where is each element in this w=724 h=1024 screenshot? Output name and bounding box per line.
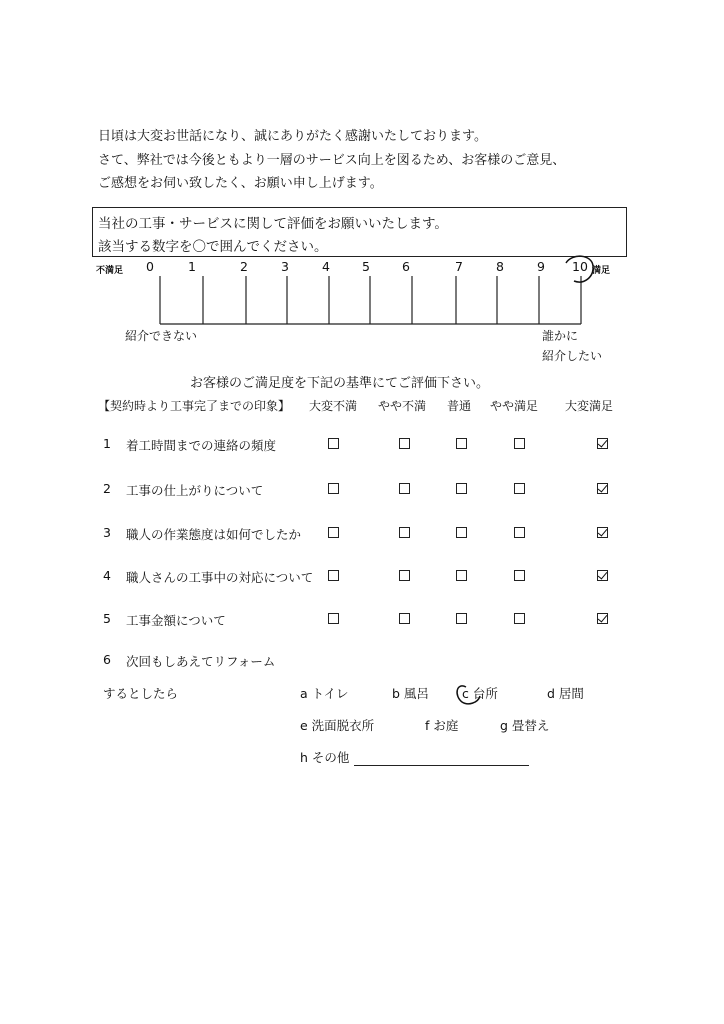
intro-line-1: 日頃は大変お世話になり、誠にありがたく感謝いたしております。 — [98, 129, 487, 144]
scale-number-7[interactable]: 7 — [455, 259, 463, 274]
q4-checkbox-very-satisfied[interactable] — [597, 570, 608, 581]
remodel-option-other[interactable]: h その他 — [300, 750, 350, 765]
question-number-1: 1 — [103, 436, 111, 451]
selection-circle-10 — [566, 256, 593, 282]
rating-instruction-line-2: 該当する数字を〇で囲んでください。 — [98, 239, 328, 255]
remodel-option-bath[interactable]: b 風呂 — [392, 686, 429, 701]
q2-checkbox-somewhat-dissatisfied[interactable] — [399, 483, 410, 494]
column-somewhat-satisfied: やや満足 — [489, 399, 539, 413]
remodel-title: 次回もしあえてリフォーム — [126, 654, 276, 669]
q5-checkbox-somewhat-satisfied[interactable] — [514, 613, 525, 624]
remodel-option-toilet[interactable]: a トイレ — [300, 686, 349, 701]
q5-checkbox-somewhat-dissatisfied[interactable] — [399, 613, 410, 624]
q4-checkbox-neutral[interactable] — [456, 570, 467, 581]
q3-checkbox-somewhat-dissatisfied[interactable] — [399, 527, 410, 538]
q3-checkbox-somewhat-satisfied[interactable] — [514, 527, 525, 538]
q3-checkbox-neutral[interactable] — [456, 527, 467, 538]
scale-left-end-label: 不満足 — [96, 266, 124, 276]
scale-number-3[interactable]: 3 — [281, 259, 289, 274]
scale-right-end-label: 満足 — [592, 266, 611, 276]
scale-left-caption: 紹介できない — [125, 329, 198, 343]
question-text-2: 工事の仕上がりについて — [126, 483, 264, 498]
q1-checkbox-very-dissatisfied[interactable] — [328, 438, 339, 449]
q4-checkbox-somewhat-satisfied[interactable] — [514, 570, 525, 581]
q2-checkbox-neutral[interactable] — [456, 483, 467, 494]
q2-checkbox-very-satisfied[interactable] — [597, 483, 608, 494]
scale-number-10[interactable]: 10 — [572, 259, 588, 274]
question-text-3: 職人の作業態度は如何でしたか — [126, 527, 302, 542]
q5-checkbox-neutral[interactable] — [456, 613, 467, 624]
intro-line-3: ご感想をお伺い致したく、お願い申し上げます。 — [98, 176, 383, 191]
question-text-4: 職人さんの工事中の対応について — [126, 570, 314, 585]
q1-checkbox-somewhat-dissatisfied[interactable] — [399, 438, 410, 449]
remodel-option-washroom[interactable]: e 洗面脱衣所 — [300, 718, 375, 733]
scale-number-8[interactable]: 8 — [496, 259, 504, 274]
column-very-satisfied: 大変満足 — [564, 399, 614, 413]
remodel-option-garden[interactable]: f お庭 — [425, 718, 459, 733]
scale-number-4[interactable]: 4 — [322, 259, 330, 274]
scale-number-1[interactable]: 1 — [188, 259, 196, 274]
q1-checkbox-neutral[interactable] — [456, 438, 467, 449]
scale-number-9[interactable]: 9 — [537, 259, 545, 274]
intro-line-2: さて、弊社では今後ともより一層のサービス向上を図るため、お客様のご意見、 — [98, 153, 566, 168]
q4-checkbox-somewhat-dissatisfied[interactable] — [399, 570, 410, 581]
column-neutral: 普通 — [446, 399, 472, 413]
q3-checkbox-very-satisfied[interactable] — [597, 527, 608, 538]
rating-instruction-line-1: 当社の工事・サービスに関して評価をお願いいたします。 — [98, 216, 448, 232]
scale-number-5[interactable]: 5 — [362, 259, 370, 274]
scale-right-caption-2: 紹介したい — [542, 349, 603, 363]
survey-header-label: 【契約時より工事完了までの印象】 — [98, 399, 291, 413]
question-number-5: 5 — [103, 611, 111, 626]
survey-instruction: お客様のご満足度を下記の基準にてご評価下さい。 — [190, 376, 490, 391]
remodel-other-input-line[interactable] — [354, 765, 529, 766]
q2-checkbox-somewhat-satisfied[interactable] — [514, 483, 525, 494]
remodel-option-tatami[interactable]: g 畳替え — [500, 718, 550, 733]
question-text-1: 着工時間までの連絡の頻度 — [126, 438, 277, 453]
q1-checkbox-very-satisfied[interactable] — [597, 438, 608, 449]
question-number-4: 4 — [103, 568, 111, 583]
q3-checkbox-very-dissatisfied[interactable] — [328, 527, 339, 538]
question-number-2: 2 — [103, 481, 111, 496]
remodel-option-kitchen[interactable]: c 台所 — [462, 686, 498, 701]
q2-checkbox-very-dissatisfied[interactable] — [328, 483, 339, 494]
remodel-subtitle: するとしたら — [103, 686, 179, 701]
scale-right-caption-1: 誰かに — [542, 329, 579, 343]
q4-checkbox-very-dissatisfied[interactable] — [328, 570, 339, 581]
question-text-5: 工事金額について — [126, 613, 226, 628]
scale-number-2[interactable]: 2 — [240, 259, 248, 274]
column-somewhat-dissatisfied: やや不満 — [377, 399, 427, 413]
q1-checkbox-somewhat-satisfied[interactable] — [514, 438, 525, 449]
remodel-option-living-room[interactable]: d 居間 — [547, 686, 584, 701]
question-number-3: 3 — [103, 525, 111, 540]
scale-number-6[interactable]: 6 — [402, 259, 410, 274]
q5-checkbox-very-satisfied[interactable] — [597, 613, 608, 624]
column-very-dissatisfied: 大変不満 — [308, 399, 358, 413]
q5-checkbox-very-dissatisfied[interactable] — [328, 613, 339, 624]
scale-number-0[interactable]: 0 — [146, 259, 154, 274]
question-number-6: 6 — [103, 652, 111, 667]
